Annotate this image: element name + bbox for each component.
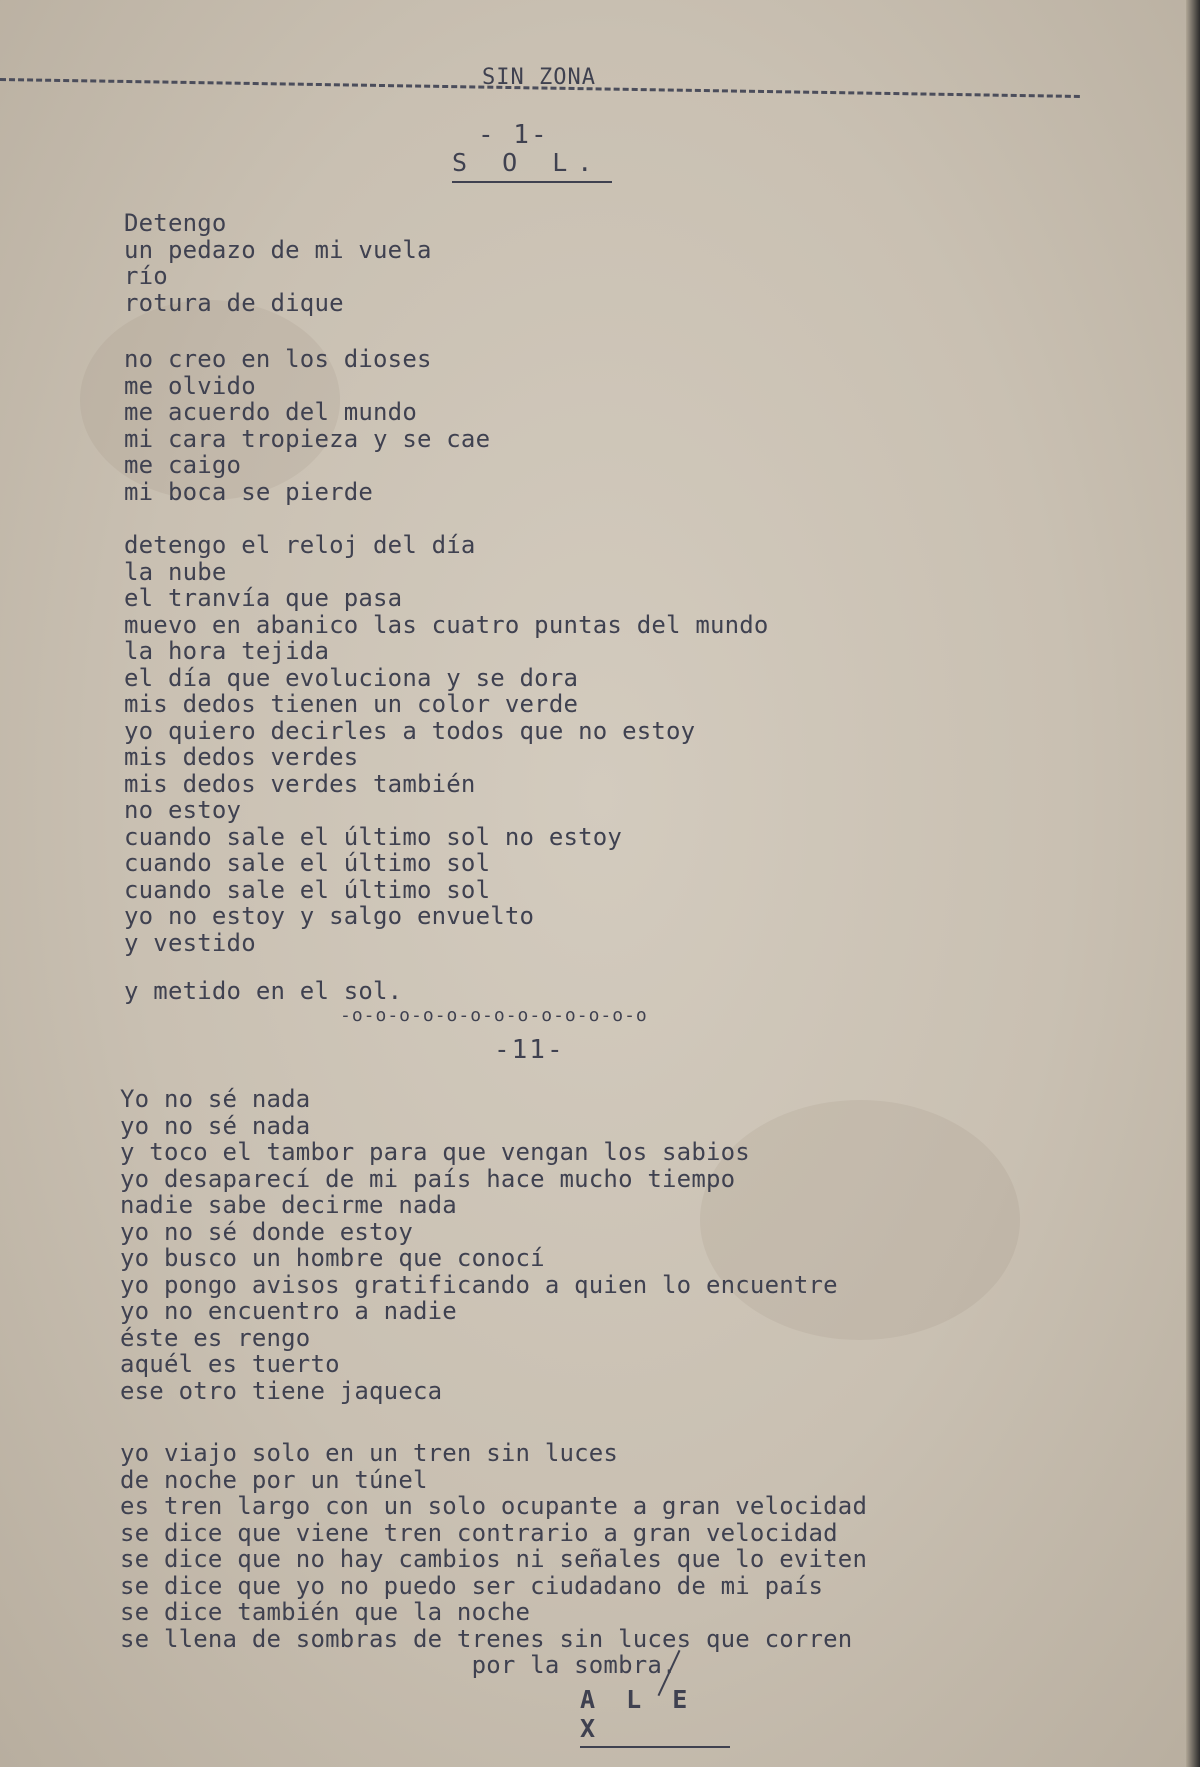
poem-2-number: -11- bbox=[494, 1035, 565, 1065]
poem-1-stanza-2 bbox=[124, 346, 490, 505]
publication-header: SIN ZONA bbox=[482, 65, 596, 90]
poem-line: el tranvía que pasa bbox=[124, 584, 403, 612]
poem-line: cuando sale el último sol bbox=[124, 875, 491, 904]
poem-1-stanza-4 bbox=[124, 978, 402, 1005]
poem-line: nadie sabe decirme nada bbox=[120, 1191, 457, 1219]
poem-line: yo no sé donde estoy bbox=[120, 1217, 413, 1246]
poem-line: la hora tejida bbox=[124, 637, 330, 665]
poem-1-stanza-3 bbox=[124, 532, 769, 956]
poem-line: ese otro tiene jaqueca bbox=[120, 1376, 443, 1405]
poem-line: detengo el reloj del día bbox=[124, 531, 476, 559]
poem-line: yo desaparecí de mi país hace mucho tiempo bbox=[120, 1164, 736, 1193]
poem-1-title: S O L. bbox=[452, 148, 612, 183]
poem-line: éste es rengo bbox=[120, 1323, 311, 1352]
poem-line: cuando sale el último sol bbox=[124, 849, 491, 877]
poem-1-stanza-1 bbox=[124, 210, 432, 316]
poem-line: yo busco un hombre que conocí bbox=[120, 1244, 545, 1272]
poem-2-stanza-2 bbox=[120, 1440, 867, 1679]
poem-line: de noche por un túnel bbox=[120, 1465, 428, 1494]
poem-line: yo pongo avisos gratificando a quien lo encuentre bbox=[120, 1270, 838, 1299]
poem-line: yo no sé nada bbox=[120, 1111, 311, 1140]
poem-line: yo quiero decirles a todos que no estoy bbox=[124, 716, 696, 745]
poem-line: mis dedos verdes bbox=[124, 743, 359, 771]
poem-line: es tren largo con un solo ocupante a gran velocidad bbox=[120, 1492, 868, 1520]
poem-line: y metido en el sol. bbox=[124, 977, 403, 1005]
poem-line: no creo en los dioses bbox=[124, 345, 432, 373]
poem-line: se dice también que la noche bbox=[120, 1598, 531, 1626]
poem-line: rotura de dique bbox=[124, 288, 344, 317]
poem-line: y toco el tambor para que vengan los sabios bbox=[120, 1138, 750, 1166]
poem-line: se dice que viene tren contrario a gran velocidad bbox=[120, 1518, 838, 1547]
poem-line: mi cara tropieza y se cae bbox=[124, 424, 491, 453]
poem-line: aquél es tuerto bbox=[120, 1350, 340, 1378]
poem-line: se llena de sombras de trenes sin luces que corren bbox=[120, 1624, 853, 1653]
poem-1-number: - 1- bbox=[478, 120, 549, 150]
poem-line: Detengo bbox=[124, 209, 227, 237]
poem-line: mis dedos tienen un color verde bbox=[124, 690, 579, 718]
poem-line: mi boca se pierde bbox=[124, 477, 374, 506]
author-signature: A L E X bbox=[580, 1685, 730, 1748]
poem-2-stanza-1 bbox=[120, 1086, 838, 1404]
poem-line: cuando sale el último sol no estoy bbox=[124, 822, 623, 851]
section-divider: -o-o-o-o-o-o-o-o-o-o-o-o-o bbox=[340, 1005, 648, 1026]
poem-line: muevo en abanico las cuatro puntas del mundo bbox=[124, 610, 769, 639]
poem-line: un pedazo de mi vuela bbox=[124, 235, 432, 264]
poem-line: río bbox=[124, 262, 168, 290]
poem-line: se dice que yo no puedo ser ciudadano de mi país bbox=[120, 1571, 824, 1600]
poem-line: yo viajo solo en un tren sin luces bbox=[120, 1439, 619, 1467]
poem-line: y vestido bbox=[124, 928, 256, 957]
poem-line: Yo no sé nada bbox=[120, 1085, 311, 1113]
poem-line: se dice que no hay cambios ni señales que lo eviten bbox=[120, 1545, 868, 1573]
poem-line: yo no estoy y salgo envuelto bbox=[124, 902, 535, 930]
poem-line: yo no encuentro a nadie bbox=[120, 1297, 457, 1325]
poem-line: me caigo bbox=[124, 451, 242, 479]
poem-line: me olvido bbox=[124, 371, 256, 400]
poem-line: no estoy bbox=[124, 796, 242, 824]
poem-line: la nube bbox=[124, 557, 227, 586]
poem-line: me acuerdo del mundo bbox=[124, 398, 417, 426]
poem-line: mis dedos verdes también bbox=[124, 769, 476, 798]
poem-line: por la sombra. bbox=[120, 1651, 677, 1679]
poem-line: el día que evoluciona y se dora bbox=[124, 663, 579, 692]
page-edge-shadow bbox=[1186, 0, 1200, 1767]
